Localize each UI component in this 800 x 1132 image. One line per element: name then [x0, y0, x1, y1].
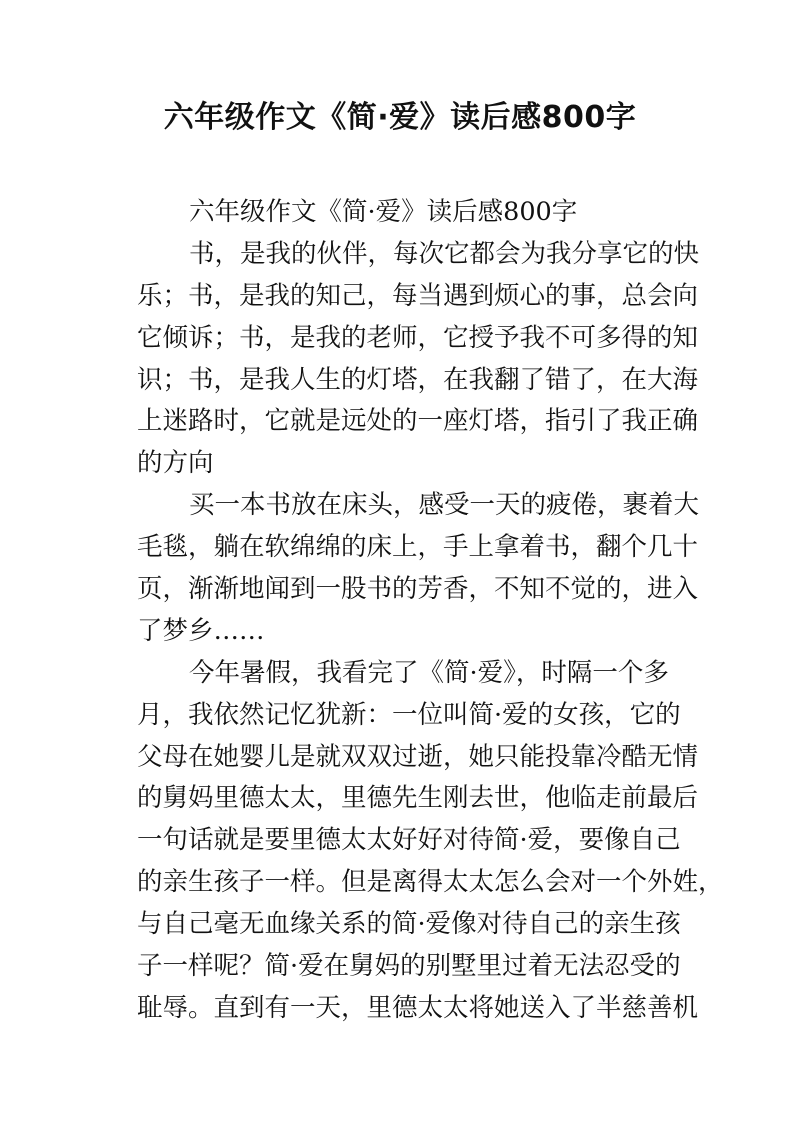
text-line: 买一本书放在床头，感受一天的疲倦，裹着大	[189, 490, 700, 521]
document-title: 六年级作文《简·爱》读后感800字	[163, 100, 637, 135]
text-line: 的亲生孩子一样。但是离得太太怎么会对一个外姓，	[137, 867, 724, 898]
text-line: 识；书，是我人生的灯塔，在我翻了错了，在大海	[137, 364, 699, 395]
text-line: 它倾诉；书，是我的老师，它授予我不可多得的知	[137, 322, 699, 353]
text-line: 月，我依然记忆犹新：一位叫简·爱的女孩，它的	[137, 699, 681, 730]
text-line: 的方向	[137, 448, 214, 479]
text-line: 了梦乡……	[137, 615, 265, 646]
text-line: 今年暑假，我看完了《简·爱》，时隔一个多	[189, 657, 669, 688]
text-line: 书，是我的伙伴，每次它都会为我分享它的快	[189, 238, 700, 269]
document-body	[137, 192, 724, 1030]
text-line: 一句话就是要里德太太好好对待简·爱，要像自己	[137, 825, 681, 856]
text-line: 的舅妈里德太太，里德先生刚去世，他临走前最后	[137, 783, 699, 814]
text-line: 上迷路时，它就是远处的一座灯塔，指引了我正确	[137, 406, 699, 437]
text-line: 乐；书，是我的知己，每当遇到烦心的事，总会向	[137, 280, 699, 311]
text-line: 页，渐渐地闻到一股书的芳香，不知不觉的，进入	[137, 574, 699, 605]
text-line: 耻辱。直到有一天，里德太太将她送入了半慈善机	[137, 992, 699, 1023]
text-line: 父母在她婴儿是就双双过逝，她只能投靠冷酷无情	[137, 741, 699, 772]
paragraph-heading: 六年级作文《简·爱》读后感800字	[189, 197, 578, 227]
text-line: 毛毯，躺在软绵绵的床上，手上拿着书，翻个几十	[137, 532, 699, 563]
text-line: 与自己毫无血缘关系的简·爱像对待自己的亲生孩	[137, 909, 681, 940]
text-line: 子一样呢？简·爱在舅妈的别墅里过着无法忍受的	[137, 951, 681, 982]
